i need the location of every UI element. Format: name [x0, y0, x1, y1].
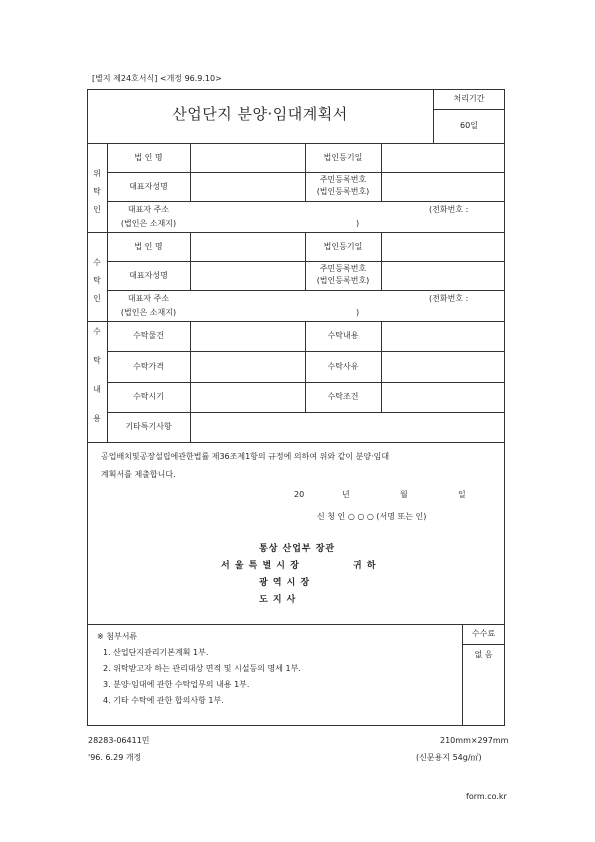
consignor-phone-label: (전화번호 :: [429, 205, 469, 214]
form-number: [별지 제24호서식] <개정 96.9.10>: [92, 74, 222, 83]
divider: [462, 644, 505, 645]
addressee-seoul-mayor: 서 울 특 별 시 장: [221, 561, 300, 571]
consignee-phone-label: (전화번호 :: [429, 294, 469, 303]
attachments-heading: ※ 첨부서류: [97, 632, 138, 641]
divider: [87, 442, 505, 443]
date-year: 20: [294, 490, 305, 499]
consignee-resident-no-label: 주민등록번호: [319, 264, 367, 273]
footer-date: '96. 6.29 개정: [88, 753, 142, 762]
consignor-address-label: 대표자 주소: [127, 205, 170, 214]
consignee-location-label: (법인은 소재지): [120, 308, 177, 317]
divider: [107, 172, 505, 173]
statement-line-2: 계획서를 제출합니다.: [101, 470, 176, 479]
consignor-rep-name-label: 대표자성명: [129, 182, 168, 191]
divider: [107, 261, 505, 262]
divider: [433, 109, 505, 110]
date-month-unit: 월: [400, 490, 408, 499]
consignee-rep-name-label: 대표자성명: [129, 271, 168, 280]
target-label: 수탁물건: [133, 331, 164, 340]
footer-size: 210mm×297mm: [440, 736, 509, 745]
reason-label: 수탁사유: [327, 362, 359, 371]
divider: [462, 624, 463, 726]
consignor-corp-name-label: 법 인 명: [134, 153, 163, 162]
terms-label: 수탁조건: [327, 392, 359, 401]
date-day-unit: 일: [458, 490, 466, 499]
consignee-corp-name-label: 법 인 명: [134, 242, 163, 251]
consignor-phone-close: ): [356, 219, 360, 228]
attachment-item-1: 1. 산업단지관리기본계획 1부.: [103, 648, 209, 657]
divider: [107, 290, 505, 291]
attachment-item-4: 4. 기타 수탁에 관한 합의사항 1부.: [103, 696, 224, 705]
consignee-phone-close: ): [356, 308, 360, 317]
footer-code: 28283-06411민: [88, 736, 150, 745]
footer-site: form.co.kr: [466, 792, 507, 801]
attachment-item-2: 2. 위탁받고자 하는 관리대상 면적 및 시설등의 명세 1부.: [103, 664, 301, 673]
price-label: 수탁가격: [133, 362, 164, 371]
divider: [87, 232, 505, 233]
date-year-unit: 년: [342, 490, 350, 499]
divider: [107, 201, 505, 202]
addressee-metro-mayor: 광 역 시 장: [259, 578, 311, 588]
footer-paper: (신문용지 54g/㎡): [416, 753, 482, 762]
attachment-item-3: 3. 분양·임대에 관한 수탁업무의 내용 1부.: [103, 680, 250, 689]
page-title: 산업단지 분양·임대계획서: [172, 105, 348, 123]
consignor-location-label: (법인은 소재지): [120, 219, 177, 228]
addressee-honorific: 귀 하: [353, 561, 377, 571]
divider: [87, 143, 505, 144]
divider: [107, 412, 505, 413]
divider: [107, 351, 505, 352]
fee-label: 수수료: [471, 629, 496, 638]
consignor-resident-no-label: 주민등록번호: [319, 175, 367, 184]
addressee-governor: 도 지 사: [259, 595, 297, 605]
statement-line-1: 공업배치및공장설립에관한법률 제36조제1항의 규정에 의하여 위와 같이 분양·임대: [101, 452, 390, 461]
divider: [87, 624, 505, 625]
consignee-address-label: 대표자 주소: [127, 294, 170, 303]
time-label: 수탁시기: [133, 392, 164, 401]
divider: [107, 382, 505, 383]
consignor-corp-reg-date-label: 법인등기일: [323, 153, 363, 162]
fee-value: 없 음: [474, 650, 493, 659]
addressee-minister: 통상 산업부 장관: [259, 544, 336, 554]
consignee-corp-reg-date-label: 법인등기일: [323, 242, 363, 251]
processing-period-label: 처리기간: [453, 94, 485, 103]
consignor-corp-reg-no-label: (법인등록번호): [316, 187, 370, 196]
details-label: 수탁내용: [327, 331, 359, 340]
consignee-corp-reg-no-label: (법인등록번호): [316, 276, 370, 285]
processing-period-value: 60일: [460, 121, 478, 130]
divider: [87, 321, 505, 322]
content-side-label: 수 탁 내 용: [93, 327, 101, 423]
divider: [381, 321, 382, 412]
applicant-line: 신 청 인 ○ ○ ○ (서명 또는 인): [317, 512, 427, 521]
other-label: 기타특기사항: [125, 422, 172, 431]
consignor-side-label: 위 탁 인: [93, 169, 101, 214]
consignee-side-label: 수 탁 인: [93, 258, 101, 303]
